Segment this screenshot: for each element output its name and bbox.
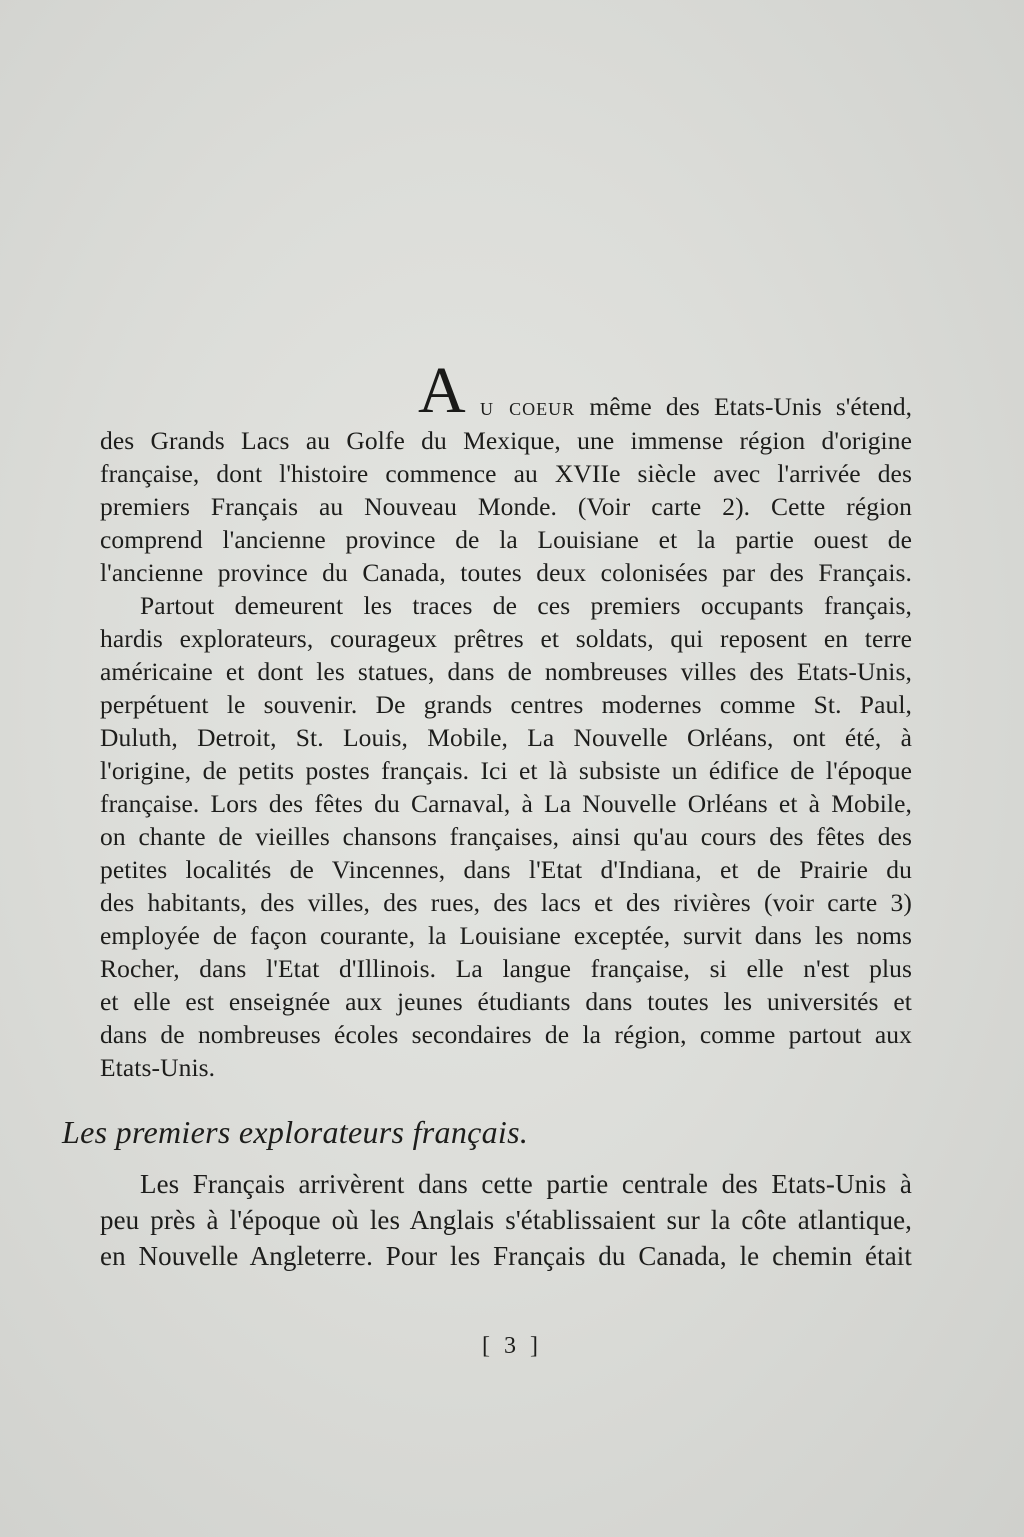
text-line: française, dont l'histoire commence au XVIIe siècle avec l'arrivée des — [100, 459, 912, 488]
text-line: française. Lors des fêtes du Carnaval, à La Nouvelle Orléans et à Mobile, — [100, 789, 912, 818]
page-number: [ 3 ] — [482, 1333, 542, 1359]
opening-smallcaps: u coeur — [480, 392, 576, 421]
text-line: Partout demeurent les traces de ces premiers occupants français, — [140, 591, 912, 620]
text-line: hardis explorateurs, courageux prêtres et soldats, qui reposent en terre — [100, 624, 912, 653]
text-line: employée de façon courante, la Louisiane exceptée, survit dans les noms — [100, 921, 912, 950]
text-line: dans de nombreuses écoles secondaires de la région, comme partout aux — [100, 1020, 912, 1049]
text-line: Etats-Unis. — [100, 1053, 216, 1082]
section-heading: Les premiers explorateurs français. — [62, 1114, 529, 1150]
opening-line — [100, 354, 912, 427]
text-line: Duluth, Detroit, St. Louis, Mobile, La Nouvelle Orléans, ont été, à — [100, 723, 912, 752]
text-line: l'ancienne province du Canada, toutes deux colonisées par des Français. — [100, 558, 912, 587]
opening-rest-text: même des Etats-Unis s'étend, — [575, 392, 912, 421]
text-line: des Grands Lacs au Golfe du Mexique, une immense région d'origine — [100, 426, 912, 455]
paragraph-1 — [100, 424, 912, 589]
opening-text — [480, 390, 912, 423]
text-line: des habitants, des villes, des rues, des lacs et des rivières (voir carte 3) — [100, 888, 912, 917]
text-line: américaine et dont les statues, dans de nombreuses villes des Etats-Unis, — [100, 657, 912, 686]
text-line: l'origine, de petits postes français. Ici et là subsiste un édifice de l'époque — [100, 756, 912, 785]
text-line: Rocher, dans l'Etat d'Illinois. La langue française, si elle n'est plus — [100, 954, 912, 983]
text-line: on chante de vieilles chansons françaises, ainsi qu'au cours des fêtes des — [100, 822, 912, 851]
paragraph-3 — [100, 1166, 912, 1274]
text-line: en Nouvelle Angleterre. Pour les Français du Canada, le chemin était — [100, 1241, 912, 1271]
paragraph-2 — [100, 589, 912, 1084]
text-line: premiers Français au Nouveau Monde. (Voir carte 2). Cette région — [100, 492, 912, 521]
text-line: comprend l'ancienne province de la Louisiane et la partie ouest de — [100, 525, 912, 554]
drop-cap: A — [418, 354, 466, 427]
text-line: et elle est enseignée aux jeunes étudiants dans toutes les universités et — [100, 987, 912, 1016]
text-line: perpétuent le souvenir. De grands centres modernes comme St. Paul, — [100, 690, 912, 719]
text-line: peu près à l'époque où les Anglais s'établissaient sur la côte atlantique, — [100, 1205, 912, 1235]
text-line: petites localités de Vincennes, dans l'Etat d'Indiana, et de Prairie du — [100, 855, 912, 884]
body-text — [62, 354, 912, 1274]
text-line: Les Français arrivèrent dans cette partie centrale des Etats-Unis à — [140, 1169, 912, 1199]
